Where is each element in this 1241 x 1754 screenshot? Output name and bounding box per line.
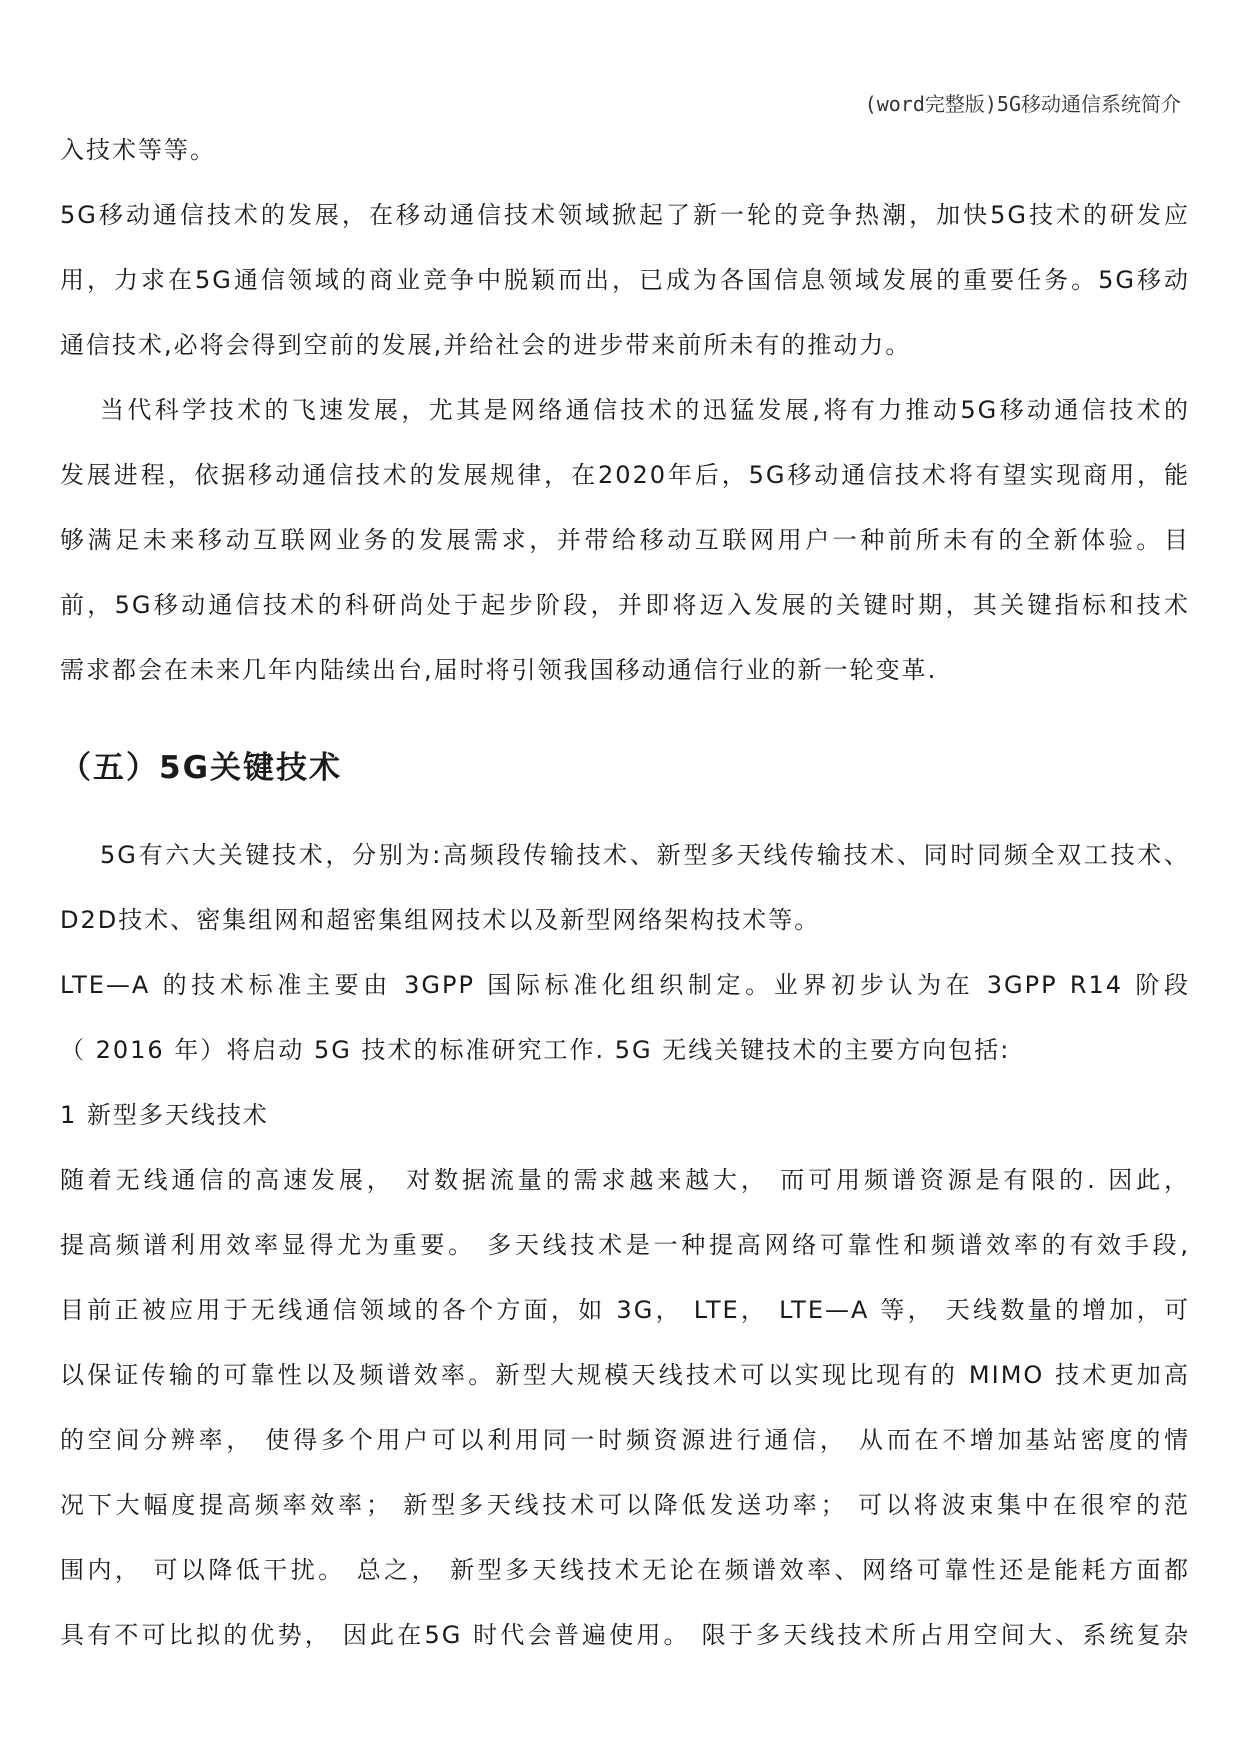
text-line: 当代科学技术的飞速发展，尤其是网络通信技术的迅猛发展,将有力推动5G移动通信技术的 [100, 396, 1190, 424]
text-line: 目前正被应用于无线通信领域的各个方面，如 3G， LTE， LTE—A 等， 天线数量的增加，可 [60, 1296, 1190, 1324]
text-line: 够满足未来移动互联网业务的发展需求，并带给移动互联网用户一种前所未有的全新体验。目 [60, 526, 1190, 554]
text-line: 具有不可比拟的优势， 因此在5G 时代会普遍使用。 限于多天线技术所占用空间大、系统复杂 [60, 1621, 1190, 1649]
text-line: LTE—A 的技术标准主要由 3GPP 国际标准化组织制定。业界初步认为在 3GPP R14 阶段 [60, 971, 1190, 999]
text-line: 况下大幅度提高频率效率； 新型多天线技术可以降低发送功率； 可以将波束集中在很窄的范 [60, 1491, 1190, 1519]
text-line: 发展进程，依据移动通信技术的发展规律，在2020年后，5G移动通信技术将有望实现商用，能 [60, 461, 1190, 489]
document-body [60, 118, 1190, 1668]
text-line: 5G移动通信技术的发展，在移动通信技术领域掀起了新一轮的竞争热潮，加快5G技术的研发应 [60, 201, 1190, 229]
text-line: 围内， 可以降低干扰。 总之， 新型多天线技术无论在频谱效率、网络可靠性还是能耗方面都 [60, 1556, 1190, 1584]
text-line: 的空间分辨率， 使得多个用户可以利用同一时频资源进行通信， 从而在不增加基站密度的情 [60, 1426, 1190, 1454]
text-line: 入技术等等。 [60, 136, 216, 164]
text-line: 1 新型多天线技术 [60, 1101, 269, 1129]
text-line: D2D技术、密集组网和超密集组网技术以及新型网络架构技术等。 [60, 906, 821, 934]
text-line: 5G有六大关键技术，分别为:高频段传输技术、新型多天线传输技术、同时同频全双工技术、 [100, 841, 1190, 869]
text-line: 需求都会在未来几年内陆续出台,届时将引领我国移动通信行业的新一轮变革. [60, 656, 938, 684]
page-header: (word完整版)5G移动通信系统简介 [864, 92, 1181, 116]
text-line: 提高频谱利用效率显得尤为重要。 多天线技术是一种提高网络可靠性和频谱效率的有效手段, [60, 1231, 1190, 1259]
section-heading: （五）5G关键技术 [60, 750, 343, 786]
text-line: 通信技术,必将会得到空前的发展,并给社会的进步带来前所未有的推动力。 [60, 331, 912, 359]
text-line: 以保证传输的可靠性以及频谱效率。新型大规模天线技术可以实现比现有的 MIMO 技术更加高 [60, 1361, 1190, 1389]
text-line: 用，力求在5G通信领域的商业竞争中脱颖而出，已成为各国信息领域发展的重要任务。5G移动 [60, 266, 1190, 294]
text-line: 前，5G移动通信技术的科研尚处于起步阶段，并即将迈入发展的关键时期，其关键指标和技术 [60, 591, 1190, 619]
text-line: （ 2016 年）将启动 5G 技术的标准研究工作. 5G 无线关键技术的主要方向包括: [60, 1036, 1011, 1064]
text-line: 随着无线通信的高速发展， 对数据流量的需求越来越大， 而可用频谱资源是有限的. 因此， [60, 1166, 1190, 1194]
